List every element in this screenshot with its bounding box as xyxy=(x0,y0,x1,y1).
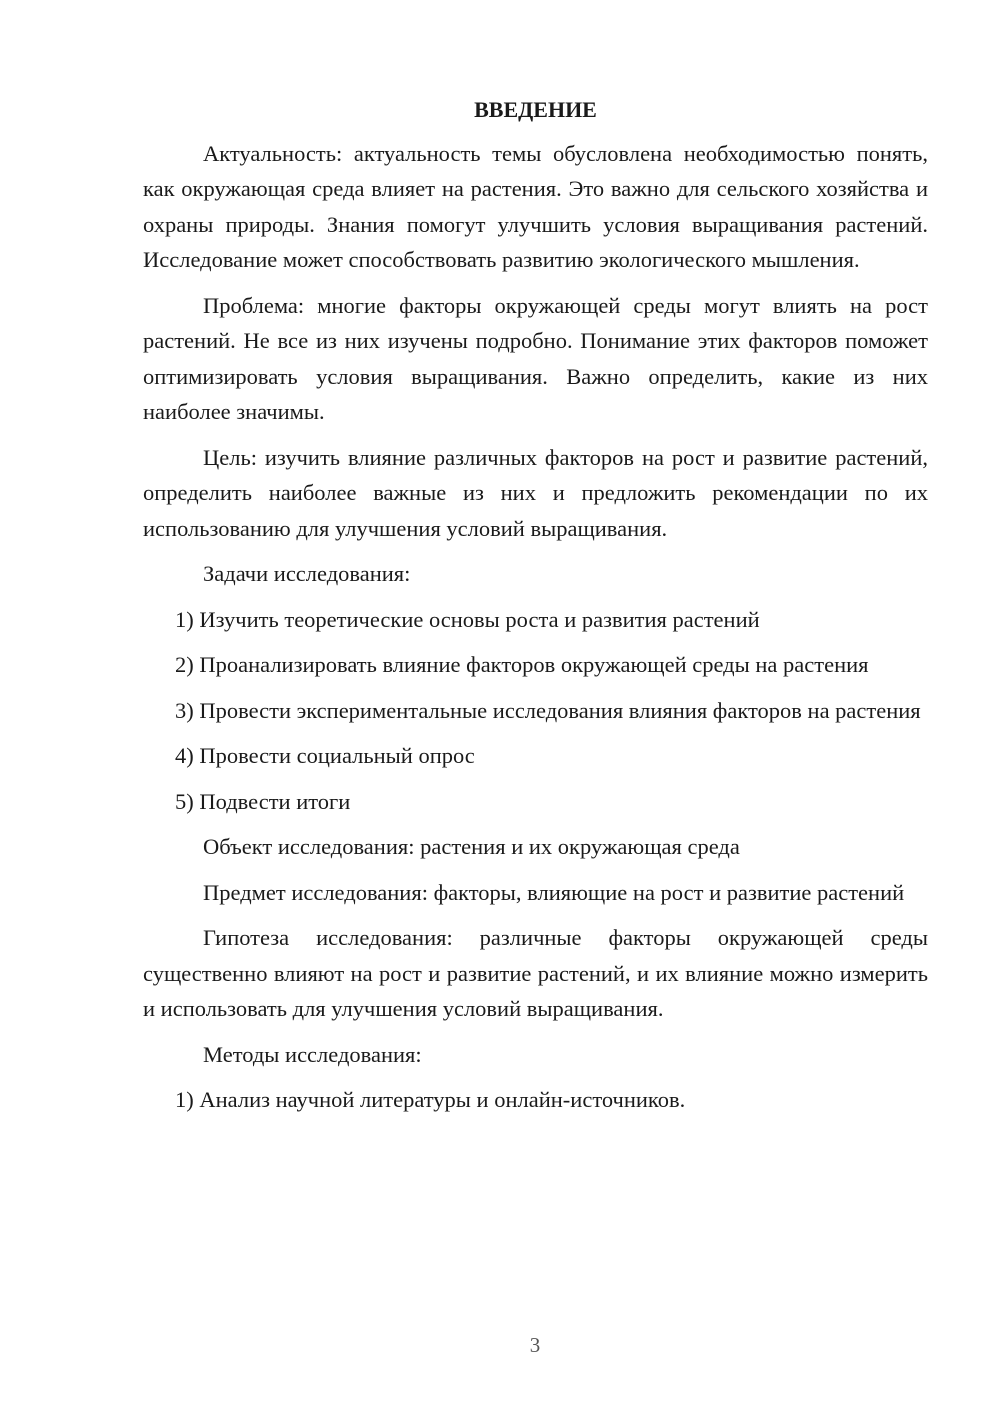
document-page xyxy=(143,92,928,1128)
subject-paragraph: Предмет исследования: факторы, влияющие на рост и развитие растений xyxy=(203,879,905,905)
task-item-1: 1) Изучить теоретические основы роста и развития растений xyxy=(175,606,760,632)
task-item-5: 5) Подвести итоги xyxy=(175,788,351,814)
method-item-1: 1) Анализ научной литературы и онлайн-источников. xyxy=(175,1087,686,1112)
object-paragraph: Объект исследования: растения и их окружающая среда xyxy=(203,834,740,859)
task-item-4: 4) Провести социальный опрос xyxy=(175,743,475,768)
tasks-heading: Задачи исследования: xyxy=(203,561,411,586)
section-heading: ВВЕДЕНИЕ xyxy=(474,97,597,122)
page-number: 3 xyxy=(529,1333,541,1357)
problem-paragraph: Проблема: многие факторы окружающей среды могут влиять на рост растений. Не все из них изучены подробно. Понимание этих факторов поможет оптимизировать условия выращивания. Важно определить, какие из них наиболее значимы. xyxy=(143,292,928,424)
goal-paragraph: Цель: изучить влияние различных факторов на рост и развитие растений, определить наиболее важные из них и предложить рекомендации по их использованию для улучшения условий выращивания. xyxy=(143,444,928,541)
hypothesis-paragraph: Гипотеза исследования: различные факторы окружающей среды существенно влияют на рост и развитие растений, и их влияние можно измерить и использовать для улучшения условий выращивания. xyxy=(143,925,928,1021)
task-item-2: 2) Проанализировать влияние факторов окружающей среды на растения xyxy=(175,652,869,677)
methods-heading: Методы исследования: xyxy=(203,1041,422,1067)
task-item-3: 3) Провести экспериментальные исследования влияния факторов на растения xyxy=(175,697,921,723)
relevance-paragraph: Актуальность: актуальность темы обусловлена необходимостью понять, как окружающая среда влияет на растения. Это важно для сельского хозяйства и охраны природы. Знания помогут улучшить условия выращивания растений. Исследование может способствовать развитию экологического мышления. xyxy=(143,140,928,272)
